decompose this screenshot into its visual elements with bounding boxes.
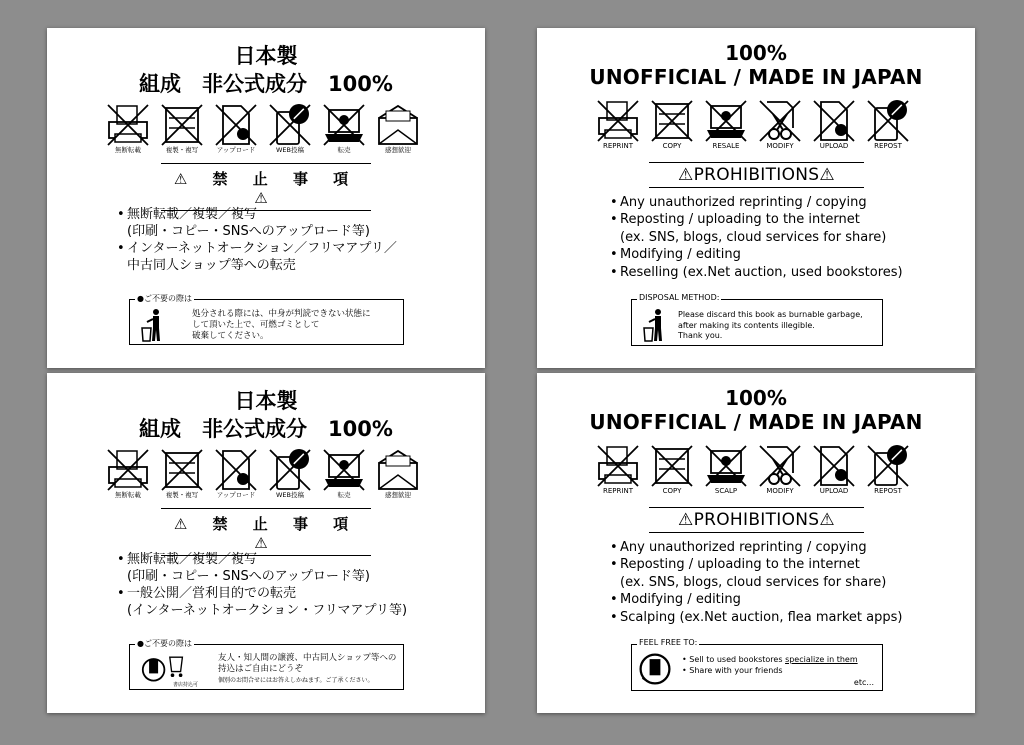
card-subtitle: 組成 非公式成分 100% [139, 417, 393, 441]
text: Scalping (ex.Net auction, flea market apps) [620, 609, 903, 625]
label-card-japanese-1 [47, 28, 485, 368]
icon-label: REPOST [874, 142, 902, 150]
text: インターネットオークション／フリマアプリ／ [127, 241, 397, 256]
text: Modifying / editing [620, 247, 741, 263]
text: • Share with your friends [682, 665, 783, 675]
text: Any unauthorized reprinting / copying [620, 540, 867, 555]
disposal-box [129, 294, 404, 345]
icon-label: COPY [662, 142, 682, 150]
scissors-icon [755, 98, 805, 150]
disposal-text [192, 309, 371, 342]
phone-post-icon [265, 102, 315, 154]
icon-label: 複製・複写 [165, 146, 199, 154]
copier-icon [157, 102, 207, 154]
book-share-icon [637, 650, 673, 688]
icon-label: 感想歓迎 [385, 146, 411, 154]
disposal-box [631, 293, 883, 346]
icon-label: COPY [662, 487, 682, 495]
text: 個別のお問合せにはお答えしかねます。ご了承ください。 [218, 677, 374, 684]
bookstore-ok-label: 書店持込可 [173, 682, 199, 688]
envelope-icon [373, 102, 423, 154]
list-item [610, 246, 903, 263]
text: specialize in them [785, 655, 858, 664]
label-card-english-2 [537, 373, 975, 713]
card-title: 100% [725, 386, 787, 410]
icon-label: RESALE [712, 142, 740, 150]
upload-icon [809, 98, 859, 150]
prohibitions-list [117, 206, 397, 274]
shape: • [117, 207, 125, 222]
text: 無断転載／複製／複写 [127, 552, 258, 567]
label-card-english-1 [537, 28, 975, 368]
list-item [610, 591, 902, 608]
resale-note-box [129, 639, 404, 690]
copier-icon [647, 443, 697, 495]
icon-label: 無断転載 [115, 146, 141, 154]
icon-label: UPLOAD [819, 142, 849, 150]
printer-icon [593, 98, 643, 150]
prohibitions-header [161, 163, 371, 211]
upload-icon [809, 443, 859, 495]
text: Any unauthorized reprinting / copying [620, 195, 867, 210]
prohibitions-list [610, 539, 902, 626]
shape: • [610, 212, 618, 228]
text: (印刷・コピー・SNSへのアップロード等) [127, 569, 370, 584]
shape: • [117, 552, 125, 567]
box-text [682, 655, 858, 676]
shape: • [610, 264, 618, 280]
prohibitions-header [649, 507, 864, 533]
text: 友人・知人間の譲渡、中古同人ショップ等への [218, 653, 397, 663]
icon-label: REPOST [874, 487, 902, 495]
card-title: 100% [725, 41, 787, 65]
list-item [117, 240, 397, 274]
scissors-icon [755, 443, 805, 495]
text: (インターネットオークション・フリマアプリ等) [127, 603, 408, 618]
feel-free-box [631, 638, 883, 691]
icon-label: 感想歓迎 [385, 491, 411, 499]
icon-row [593, 98, 913, 150]
disposal-title: DISPOSAL METHOD: [639, 293, 720, 302]
label-card-japanese-2 [47, 373, 485, 713]
text [682, 655, 858, 666]
text: (印刷・コピー・SNSへのアップロード等) [127, 224, 370, 239]
prohibitions-list [610, 194, 903, 281]
icon-label: REPRINT [603, 142, 633, 150]
shape [649, 187, 864, 188]
icon-label: MODIFY [766, 487, 794, 495]
laptop-resale-icon [319, 447, 369, 499]
icon-row [103, 102, 423, 154]
text: 破棄してください。 [192, 331, 269, 341]
list-item [610, 556, 902, 591]
text: 持込はご自由にどうぞ [218, 664, 304, 674]
phone-post-icon [863, 443, 913, 495]
icon-row [103, 447, 423, 499]
text: • Sell to used bookstores [682, 655, 786, 664]
text: 処分される際には、中身が判読できない状態に [192, 309, 371, 319]
phone-post-icon [863, 98, 913, 150]
printer-icon [103, 447, 153, 499]
icon-label: UPLOAD [819, 487, 849, 495]
card-subtitle: UNOFFICIAL / MADE IN JAPAN [589, 65, 923, 89]
etc-text: etc... [853, 678, 874, 687]
shape: • [610, 609, 618, 625]
laptop-resale-icon [319, 102, 369, 154]
prohibitions-title: ⚠ 禁 止 事 項 ⚠ [173, 170, 359, 207]
text: 中古同人ショップ等への転売 [127, 258, 296, 273]
text: Reselling (ex.Net auction, used bookstores) [620, 264, 903, 280]
icon-label: アップロード [216, 491, 256, 499]
list-item [117, 585, 407, 619]
upload-icon [211, 447, 261, 499]
shape: • [610, 247, 618, 263]
shape: • [117, 586, 125, 601]
icon-label: 複製・複写 [165, 491, 199, 499]
prohibitions-list [117, 551, 407, 619]
envelope-icon [373, 447, 423, 499]
trash-person-icon [642, 308, 668, 342]
prohibitions-header [649, 162, 864, 188]
shape: • [117, 241, 125, 256]
printer-icon [593, 443, 643, 495]
list-item [610, 609, 902, 626]
card-title: 日本製 [234, 389, 298, 413]
shape: • [610, 592, 618, 608]
icon-label: 無断転載 [115, 491, 141, 499]
list-item [117, 551, 407, 585]
text: 一般公開／営利目的での転売 [127, 586, 297, 601]
text: Please discard this book as burnable garbage, [678, 310, 863, 319]
list-item [610, 264, 903, 281]
disposal-text [678, 310, 863, 342]
copier-icon [157, 447, 207, 499]
shape [649, 532, 864, 533]
list-item [610, 539, 902, 556]
prohibitions-title: ⚠ 禁 止 事 項 ⚠ [173, 515, 359, 552]
disposal-title: ●ご不要の際は [137, 294, 192, 303]
text: Modifying / editing [620, 592, 741, 608]
icon-label: 転売 [337, 146, 351, 154]
shape: • [610, 195, 618, 210]
text: Thank you. [678, 331, 723, 340]
icon-label: SCALP [714, 487, 738, 495]
text: Reposting / uploading to the internet [620, 557, 860, 573]
box-title: ●ご不要の際は [137, 639, 192, 648]
laptop-resale-icon [701, 98, 751, 150]
text: して頂いた上で、可燃ゴミとして [192, 320, 320, 330]
text: after making its contents illegible. [678, 320, 815, 330]
upload-icon [211, 102, 261, 154]
icon-row [593, 443, 913, 495]
text: (ex. SNS, blogs, cloud services for share) [620, 229, 887, 245]
laptop-resale-icon [701, 443, 751, 495]
prohibitions-title: ⚠PROHIBITIONS⚠ [678, 165, 835, 185]
icon-label: MODIFY [766, 142, 794, 150]
shape: • [610, 540, 618, 555]
prohibitions-title: ⚠PROHIBITIONS⚠ [678, 510, 835, 530]
list-item [610, 211, 903, 246]
card-subtitle: UNOFFICIAL / MADE IN JAPAN [589, 410, 923, 434]
icon-label: WEB投稿 [276, 146, 304, 154]
box-text [218, 653, 396, 686]
phone-post-icon [265, 447, 315, 499]
icon-label: WEB投稿 [276, 491, 304, 499]
trash-person-icon [140, 308, 166, 342]
icon-label: REPRINT [603, 487, 633, 495]
card-subtitle: 組成 非公式成分 100% [139, 72, 393, 96]
box-title: FEEL FREE TO: [639, 638, 698, 647]
text: (ex. SNS, blogs, cloud services for share) [620, 574, 887, 590]
text: Reposting / uploading to the internet [620, 212, 860, 228]
text: 無断転載／複製／複写 [127, 207, 258, 222]
prohibitions-header [161, 508, 371, 556]
shape: • [610, 557, 618, 573]
list-item [117, 206, 397, 240]
card-title: 日本製 [234, 44, 298, 68]
icon-label: アップロード [216, 146, 256, 154]
copier-icon [647, 98, 697, 150]
printer-icon [103, 102, 153, 154]
list-item [610, 194, 903, 211]
icon-label: 転売 [337, 491, 351, 499]
